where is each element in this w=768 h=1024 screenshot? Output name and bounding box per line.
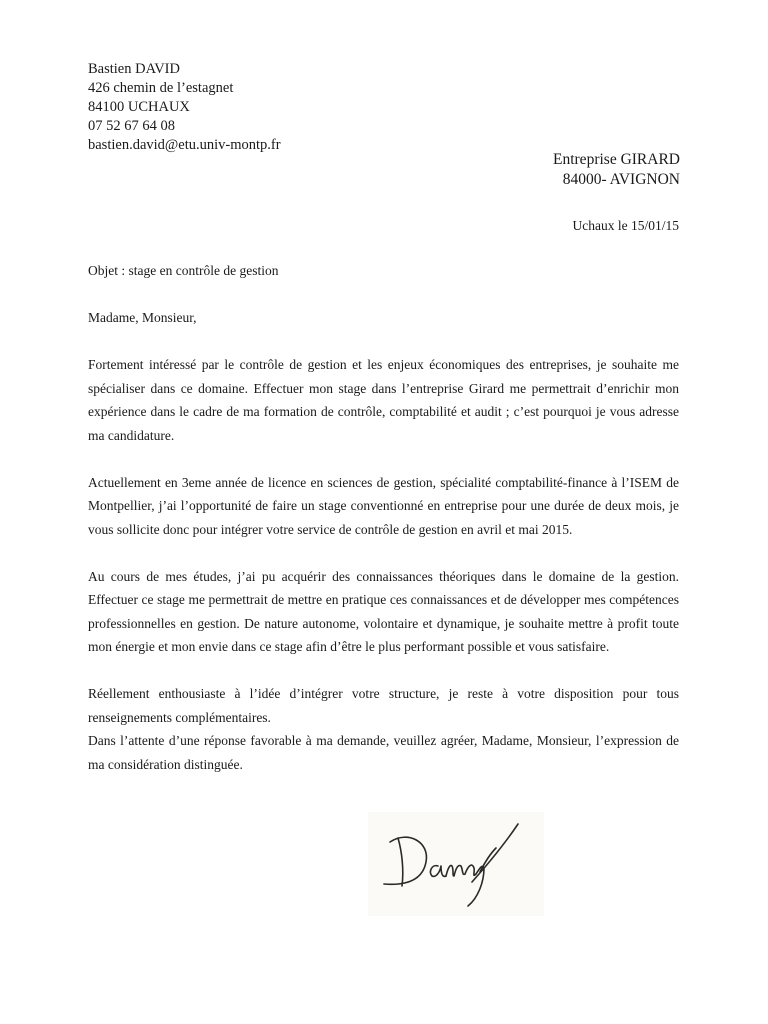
recipient-city: 84000- AVIGNON xyxy=(562,171,680,188)
subject-line: Objet : stage en contrôle de gestion xyxy=(88,263,279,278)
sender-name: Bastien DAVID xyxy=(88,61,180,77)
paragraph-motivation: Fortement intéressé par le contrôle de gestion et les enjeux économiques des entreprises, je souhaite me spécialiser dans ce domaine. Effectuer mon stage dans l’entreprise Girard me permettrait d’enrichir mon expérience dans le cadre de ma formation de contrôle, comptabilité et audit ; c’est pourquoi je vous adresse ma candidature. xyxy=(88,357,679,443)
handwritten-signature xyxy=(368,812,544,916)
sender-city: 84100 UCHAUX xyxy=(88,99,190,115)
paragraph-enthusiasm: Réellement enthousiaste à l’idée d’intégrer votre structure, je reste à votre disposition pour tous renseignements complémentaires. xyxy=(88,686,679,725)
paragraph-skills: Au cours de mes études, j’ai pu acquérir des connaissances théoriques dans le domaine de la gestion. Effectuer ce stage me permettrait de mettre en pratique ces connaissances et de développer mes compétences professionnelles en gestion. De nature autonome, volontaire et dynamique, je souhaite mettre à profit toute mon énergie et mon envie dans ce stage afin d’être le plus performant possible et vous satisfaire. xyxy=(88,568,679,654)
recipient-block xyxy=(553,150,680,190)
sender-phone: 07 52 67 64 08 xyxy=(88,118,175,134)
letter-body xyxy=(88,353,679,800)
salutation: Madame, Monsieur, xyxy=(88,310,197,325)
paragraph-closing: Dans l’attente d’une réponse favorable à ma demande, veuillez agréer, Madame, Monsieur, l’expression de ma considération distinguée. xyxy=(88,733,679,772)
sender-block xyxy=(88,60,281,155)
recipient-company: Entreprise GIRARD xyxy=(553,151,680,168)
signature-ink xyxy=(368,812,544,916)
date-line: Uchaux le 15/01/15 xyxy=(572,218,679,233)
sender-address: 426 chemin de l’estagnet xyxy=(88,80,234,96)
sender-email: bastien.david@etu.univ-montp.fr xyxy=(88,137,281,153)
paragraph-studies: Actuellement en 3eme année de licence en sciences de gestion, spécialité comptabilité-finance à l’ISEM de Montpellier, j’ai l’opportunité de faire un stage conventionné en entreprise pour une durée de deux mois, je vous sollicite donc pour intégrer votre service de contrôle de gestion en avril et mai 2015. xyxy=(88,474,679,537)
